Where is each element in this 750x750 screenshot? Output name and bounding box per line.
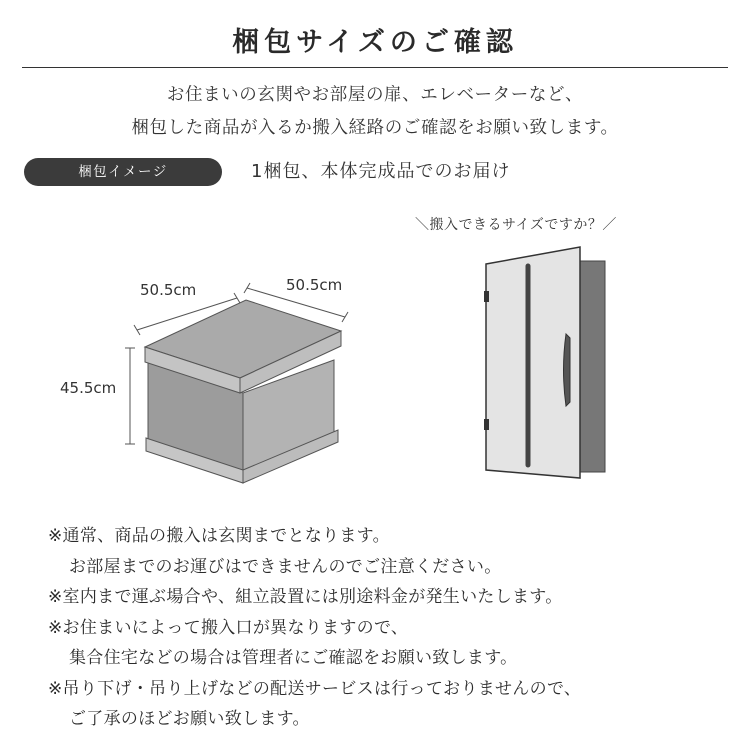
door-hinge-top [484, 291, 489, 302]
notes-list [48, 521, 581, 735]
note-4-continued: ご了承のほどお願い致します。 [69, 709, 310, 729]
package-image-badge: 梱包イメージ [24, 158, 222, 186]
note-2: ※室内まで運ぶ場合や、組立設置には別途料金が発生いたします。 [48, 587, 563, 607]
box-depth-label: 50.5cm [286, 276, 343, 294]
door-question: ＼搬入できるサイズですか？／ [415, 217, 617, 233]
note-3: ※お住まいによって搬入口が異なりますので、 [48, 617, 409, 638]
door-handle [564, 334, 571, 406]
package-description: 1梱包、本体完成品でのお届け [251, 161, 511, 182]
note-1-continued: お部屋までのお運びはできませんのでご注意ください。 [69, 556, 502, 577]
door-frame [578, 261, 605, 472]
box-width-label: 50.5cm [140, 281, 197, 299]
note-4: ※吊り下げ・吊り上げなどの配送サービスは行っておりませんので、 [48, 678, 582, 699]
note-3-continued: 集合住宅などの場合は管理者にご確認をお願い致します。 [69, 648, 518, 668]
intro-line-2: 梱包した商品が入るか搬入経路のご確認をお願い致します。 [131, 118, 619, 138]
page-title: 梱包サイズのご確認 [232, 27, 518, 58]
package-box-icon [145, 300, 341, 483]
box-height-label: 45.5cm [60, 379, 117, 397]
door-hinge-bottom [484, 419, 489, 430]
note-1: ※通常、商品の搬入は玄関までとなります。 [48, 526, 390, 546]
intro-line-1: お住まいの玄関やお部屋の扉、エレベーターなど、 [166, 85, 584, 105]
door-icon [484, 247, 605, 478]
